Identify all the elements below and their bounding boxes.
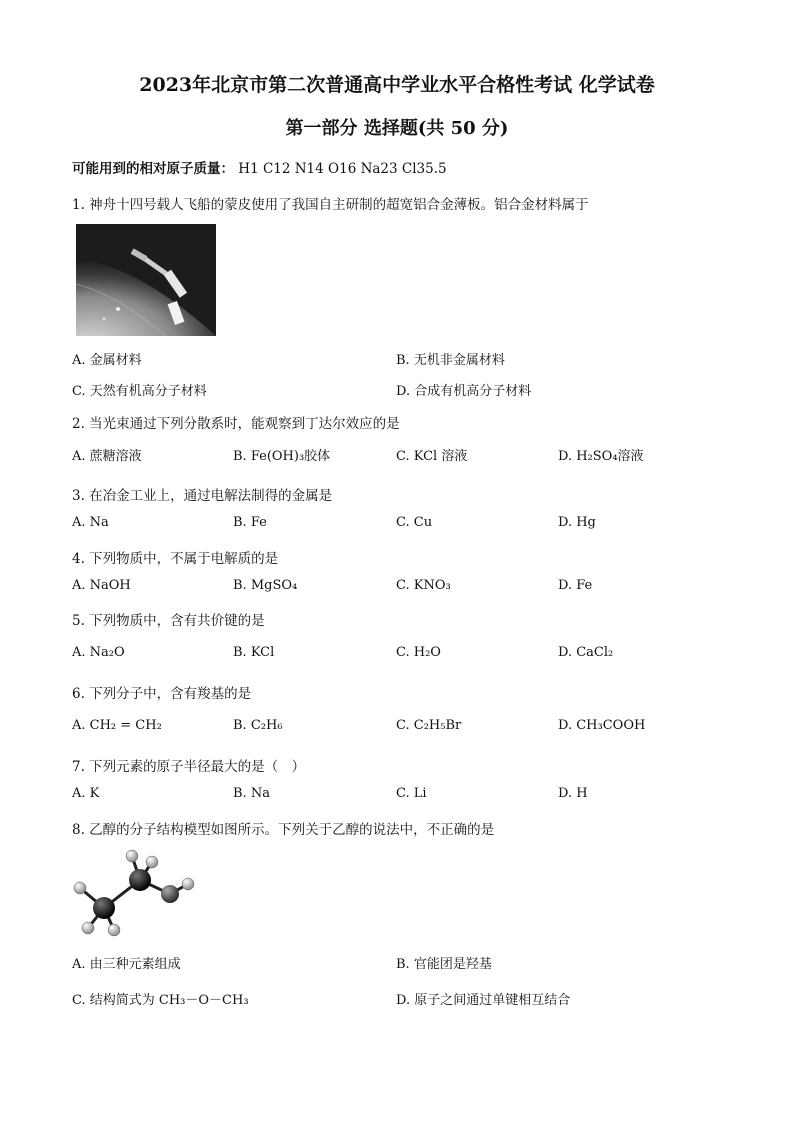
question-3-stem: 3. 在冶金工业上，通过电解法制得的金属是 (72, 488, 333, 504)
question-2-option-c: C. KCl 溶液 (396, 449, 468, 464)
spacecraft-illustration (76, 224, 216, 336)
question-5-option-a: A. Na₂O (72, 645, 125, 660)
question-7-option-c: C. Li (396, 786, 427, 801)
question-6-stem: 6. 下列分子中，含有羧基的是 (72, 686, 252, 702)
question-5-option-b: B. KCl (233, 645, 275, 660)
spacecraft-photo (76, 224, 216, 336)
question-8-option-c: C. 结构简式为 CH₃－O－CH₃ (72, 993, 249, 1008)
question-1-option-b: B. 无机非金属材料 (396, 353, 505, 368)
question-5-option-d: D. CaCl₂ (558, 645, 614, 660)
question-7-stem: 7. 下列元素的原子半径最大的是（ ） (72, 759, 306, 775)
question-6-option-a: A. CH₂ = CH₂ (72, 718, 162, 733)
question-6-option-d: D. CH₃COOH (558, 718, 646, 733)
question-2-option-a: A. 蔗糖溶液 (72, 449, 142, 464)
question-5-stem: 5. 下列物质中，含有共价键的是 (72, 613, 265, 629)
ethanol-ball-and-stick-model (70, 846, 205, 942)
question-4-stem: 4. 下列物质中，不属于电解质的是 (72, 551, 279, 567)
question-4-option-d: D. Fe (558, 578, 593, 593)
question-1-option-d: D. 合成有机高分子材料 (396, 384, 532, 399)
question-6-option-c: C. C₂H₅Br (396, 718, 462, 733)
question-3-option-c: C. Cu (396, 515, 433, 530)
question-5-option-c: C. H₂O (396, 645, 441, 660)
question-4-option-b: B. MgSO₄ (233, 578, 298, 593)
question-7-option-b: B. Na (233, 786, 270, 801)
question-8-option-b: B. 官能团是羟基 (396, 957, 492, 972)
question-2-stem: 2. 当光束通过下列分散系时，能观察到丁达尔效应的是 (72, 416, 400, 432)
question-3-option-a: A. Na (72, 515, 109, 530)
question-2-option-d: D. H₂SO₄溶液 (558, 449, 644, 464)
question-7-option-d: D. H (558, 786, 588, 801)
question-4-option-a: A. NaOH (72, 578, 131, 593)
question-4-option-c: C. KNO₃ (396, 578, 451, 593)
section-title: 第一部分 选择题(共 50 分) (285, 118, 509, 139)
question-8-option-a: A. 由三种元素组成 (72, 957, 181, 972)
question-3-option-b: B. Fe (233, 515, 267, 530)
question-8-option-d: D. 原子之间通过单键相互结合 (396, 993, 571, 1008)
question-7-option-a: A. K (72, 786, 100, 801)
atomic-masses (72, 157, 447, 177)
atomic-masses-label: 可能用到的相对原子质量： (72, 161, 234, 177)
question-3-option-d: D. Hg (558, 515, 596, 530)
question-1-option-a: A. 金属材料 (72, 353, 142, 368)
exam-title: 2023年北京市第二次普通高中学业水平合格性考试 化学试卷 (139, 74, 655, 96)
question-1-option-c: C. 天然有机高分子材料 (72, 384, 207, 399)
question-1-stem: 1. 神舟十四号载人飞船的蒙皮使用了我国自主研制的超宽铝合金薄板。铝合金材料属于 (72, 197, 589, 213)
atomic-masses-values: H1 C12 N14 O16 Na23 Cl35.5 (238, 161, 447, 177)
ethanol-molecule-illustration (70, 846, 205, 942)
question-6-option-b: B. C₂H₆ (233, 718, 283, 733)
question-2-option-b: B. Fe(OH)₃胶体 (233, 449, 331, 464)
question-8-stem: 8. 乙醇的分子结构模型如图所示。下列关于乙醇的说法中，不正确的是 (72, 822, 495, 838)
